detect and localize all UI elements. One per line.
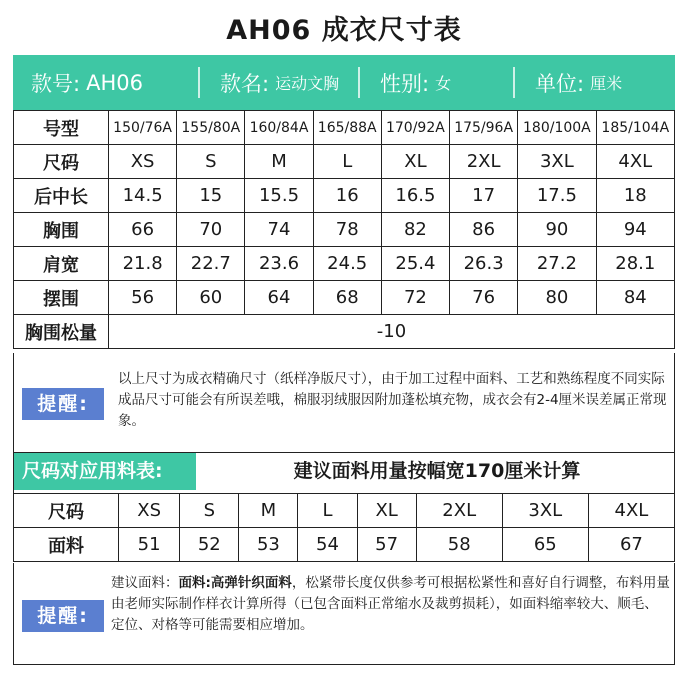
table-cell: 74 (245, 213, 313, 247)
name-value: 运动文胸 (275, 74, 340, 93)
table-cell: 17.5 (518, 179, 596, 213)
table-cell: 94 (596, 213, 674, 247)
reminder-text (111, 573, 671, 636)
table-cell: 58 (416, 528, 502, 562)
table-cell: 27.2 (518, 247, 596, 281)
table-cell: 185/104A (596, 111, 674, 145)
table-cell: 68 (313, 281, 381, 315)
row-label: 号型 (14, 111, 109, 145)
table-row (14, 247, 675, 281)
table-cell: 28.1 (596, 247, 674, 281)
row-label: 摆围 (14, 281, 109, 315)
table-cell: S (177, 145, 245, 179)
fabric-type: 面料:高弹针织面料 (178, 575, 292, 591)
reminder-tag: 提醒: (22, 388, 104, 420)
table-cell: S (180, 494, 239, 528)
table-cell: 14.5 (109, 179, 177, 213)
table-cell: 53 (239, 528, 298, 562)
fabric-tag: 尺码对应用料表: (14, 453, 196, 490)
table-cell: 16.5 (381, 179, 449, 213)
table-cell: 78 (313, 213, 381, 247)
unit-value: 厘米 (590, 74, 623, 93)
style-number (13, 55, 198, 110)
table-cell: XS (119, 494, 180, 528)
gender-value: 女 (435, 74, 452, 93)
fabric-prefix: 建议面料： (111, 575, 179, 591)
table-cell: 4XL (596, 145, 674, 179)
row-label: 后中长 (14, 179, 109, 213)
table-cell: 80 (518, 281, 596, 315)
table-cell: XL (357, 494, 416, 528)
table-cell: 3XL (502, 494, 588, 528)
table-cell: 66 (109, 213, 177, 247)
row-label: 尺码 (14, 145, 109, 179)
ease-row (14, 315, 675, 349)
table-cell: 24.5 (313, 247, 381, 281)
fabric-note: ，松紧带长度仅供参考可根据松紧性和喜好自行调整，布料用量由老师实际制作样衣计算所得（已包含面料正常缩水及裁剪损耗），如面料缩率较大、顺毛、定位、对格等可能需要相应增加。 (111, 575, 670, 633)
fabric-section-header (13, 453, 675, 493)
style-name (198, 55, 358, 110)
table-cell: 16 (313, 179, 381, 213)
table-cell: M (239, 494, 298, 528)
row-label: 尺码 (14, 494, 119, 528)
row-label: 胸围 (14, 213, 109, 247)
table-cell: 70 (177, 213, 245, 247)
table-cell: 72 (381, 281, 449, 315)
table-cell: 175/96A (450, 111, 518, 145)
table-cell: 64 (245, 281, 313, 315)
reminder-text: 以上尺寸为成衣精确尺寸（纸样净版尺寸），由于加工过程中面料、工艺和熟练程度不同实际成品尺寸可能会有所误差哦，棉服羽绒服因附加蓬松填充物，成衣会有2-4厘米误差属正常现象。 (118, 371, 667, 429)
reminder-tag: 提醒: (22, 600, 104, 632)
table-cell: 15 (177, 179, 245, 213)
table-cell: 60 (177, 281, 245, 315)
style-label: 款号: (31, 71, 81, 96)
reminder-note-1 (13, 353, 675, 453)
table-cell: L (298, 494, 357, 528)
fabric-heading: 建议面料用量按幅宽170厘米计算 (293, 460, 581, 482)
table-cell: 4XL (588, 494, 674, 528)
table-cell: 86 (450, 213, 518, 247)
table-cell: 65 (502, 528, 588, 562)
table-row (14, 528, 675, 562)
table-cell: 170/92A (381, 111, 449, 145)
unit (513, 55, 675, 110)
table-cell: 23.6 (245, 247, 313, 281)
table-cell: 25.4 (381, 247, 449, 281)
table-row (14, 145, 675, 179)
style-value: AH06 (86, 70, 143, 95)
table-cell: 26.3 (450, 247, 518, 281)
ease-label: 胸围松量 (14, 315, 109, 349)
table-cell: M (245, 145, 313, 179)
table-cell: 17 (450, 179, 518, 213)
info-bar (13, 55, 675, 110)
reminder-note-2 (13, 563, 675, 665)
table-cell: 165/88A (313, 111, 381, 145)
name-label: 款名: (220, 71, 270, 96)
row-label: 肩宽 (14, 247, 109, 281)
table-cell: 76 (450, 281, 518, 315)
table-cell: XS (109, 145, 177, 179)
table-cell: 84 (596, 281, 674, 315)
table-cell: 2XL (450, 145, 518, 179)
table-row (14, 111, 675, 145)
table-cell: 21.8 (109, 247, 177, 281)
fabric-table (13, 493, 675, 562)
page-title: AH06 成衣尺寸表 (226, 15, 462, 46)
ease-value: -10 (109, 315, 675, 349)
table-cell: 180/100A (518, 111, 596, 145)
table-cell: 22.7 (177, 247, 245, 281)
table-row (14, 494, 675, 528)
table-cell: 52 (180, 528, 239, 562)
table-row (14, 179, 675, 213)
table-cell: L (313, 145, 381, 179)
table-cell: 160/84A (245, 111, 313, 145)
table-cell: 3XL (518, 145, 596, 179)
unit-label: 单位: (535, 71, 585, 96)
table-cell: 54 (298, 528, 357, 562)
table-row (14, 213, 675, 247)
table-row (14, 281, 675, 315)
row-label: 面料 (14, 528, 119, 562)
table-cell: XL (381, 145, 449, 179)
table-cell: 57 (357, 528, 416, 562)
table-cell: 155/80A (177, 111, 245, 145)
size-table (13, 110, 675, 349)
table-cell: 18 (596, 179, 674, 213)
gender (358, 55, 513, 110)
table-cell: 90 (518, 213, 596, 247)
table-cell: 51 (119, 528, 180, 562)
table-cell: 67 (588, 528, 674, 562)
table-cell: 150/76A (109, 111, 177, 145)
table-cell: 56 (109, 281, 177, 315)
gender-label: 性别: (380, 71, 430, 96)
table-cell: 82 (381, 213, 449, 247)
table-cell: 2XL (416, 494, 502, 528)
table-cell: 15.5 (245, 179, 313, 213)
